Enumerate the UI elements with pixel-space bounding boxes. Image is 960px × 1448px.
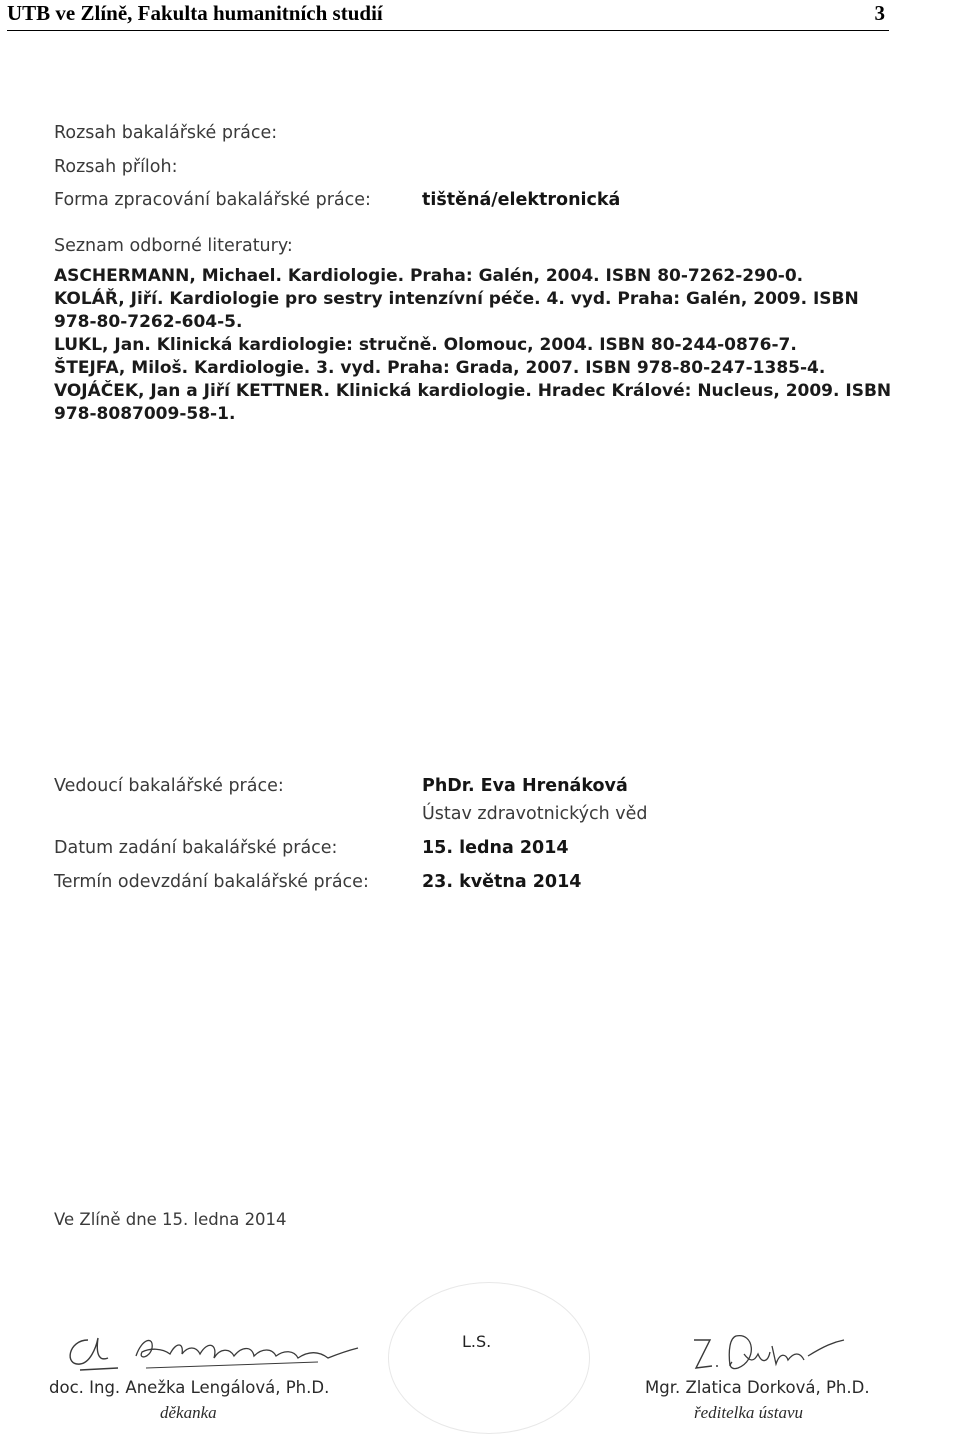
director-name: Mgr. Zlatica Dorková, Ph.D.	[645, 1378, 870, 1397]
supervisor-institute: Ústav zdravotnických věd	[422, 804, 648, 824]
supervisor-label: Vedoucí bakalářské práce:	[54, 776, 284, 796]
literature-entry	[54, 288, 914, 311]
dean-role: děkanka	[160, 1403, 217, 1422]
appendix-scope-label: Rozsah příloh:	[54, 157, 178, 177]
literature-text: 978-80-7262-604-5.	[54, 312, 243, 332]
dean-signature	[58, 1318, 378, 1378]
literature-author: ŠTEJFA, Miloš.	[54, 358, 189, 378]
literature-entry	[54, 265, 914, 288]
literature-text: Kardiologie. 3. vyd. Praha: Grada, 2007. ISBN 978-80-247-1385-4.	[188, 358, 826, 378]
header-title: UTB ve Zlíně, Fakulta humanitních studií	[7, 1, 383, 25]
dean-name: doc. Ing. Anežka Lengálová, Ph.D.	[49, 1378, 330, 1397]
literature-author: KOLÁŘ, Jiří.	[54, 289, 164, 309]
literature-author: LUKL, Jan.	[54, 335, 151, 355]
thesis-scope-label: Rozsah bakalářské práce:	[54, 123, 278, 143]
official-seal	[388, 1282, 590, 1434]
literature-entry	[54, 380, 914, 403]
deadline-value: 23. května 2014	[422, 872, 582, 892]
page-header	[7, 0, 889, 31]
literature-author: VOJÁČEK, Jan a Jiří KETTNER.	[54, 381, 330, 401]
literature-text: Klinická kardiologie. Hradec Králové: Nucleus, 2009. ISBN	[330, 381, 892, 401]
literature-entry-continuation	[54, 403, 914, 426]
literature-text: Kardiologie. Praha: Galén, 2004. ISBN 80-7262-290-0.	[281, 266, 804, 286]
literature-text: Klinická kardiologie: stručně. Olomouc, 2004. ISBN 80-244-0876-7.	[150, 335, 797, 355]
form-value: tištěná/elektronická	[422, 190, 621, 210]
literature-entry	[54, 357, 914, 380]
deadline-label: Termín odevzdání bakalářské práce:	[54, 872, 369, 892]
page-number: 3	[874, 1, 885, 25]
supervisor-name: PhDr. Eva Hrenáková	[422, 776, 628, 796]
director-role: ředitelka ústavu	[694, 1403, 804, 1422]
literature-text: 978-8087009-58-1.	[54, 404, 236, 424]
seal-text: L.S.	[462, 1332, 492, 1351]
literature-author: ASCHERMANN, Michael.	[54, 266, 282, 286]
place-date: Ve Zlíně dne 15. ledna 2014	[54, 1210, 287, 1229]
assigned-date-value: 15. ledna 2014	[422, 838, 569, 858]
form-label: Forma zpracování bakalářské práce:	[54, 190, 371, 210]
literature-list	[54, 265, 914, 426]
literature-heading: Seznam odborné literatury:	[54, 236, 293, 256]
assigned-date-label: Datum zadání bakalářské práce:	[54, 838, 338, 858]
literature-entry	[54, 334, 914, 357]
literature-entry-continuation	[54, 311, 914, 334]
literature-text: Kardiologie pro sestry intenzívní péče. 4. vyd. Praha: Galén, 2009. ISBN	[163, 289, 859, 309]
director-signature	[684, 1326, 854, 1380]
